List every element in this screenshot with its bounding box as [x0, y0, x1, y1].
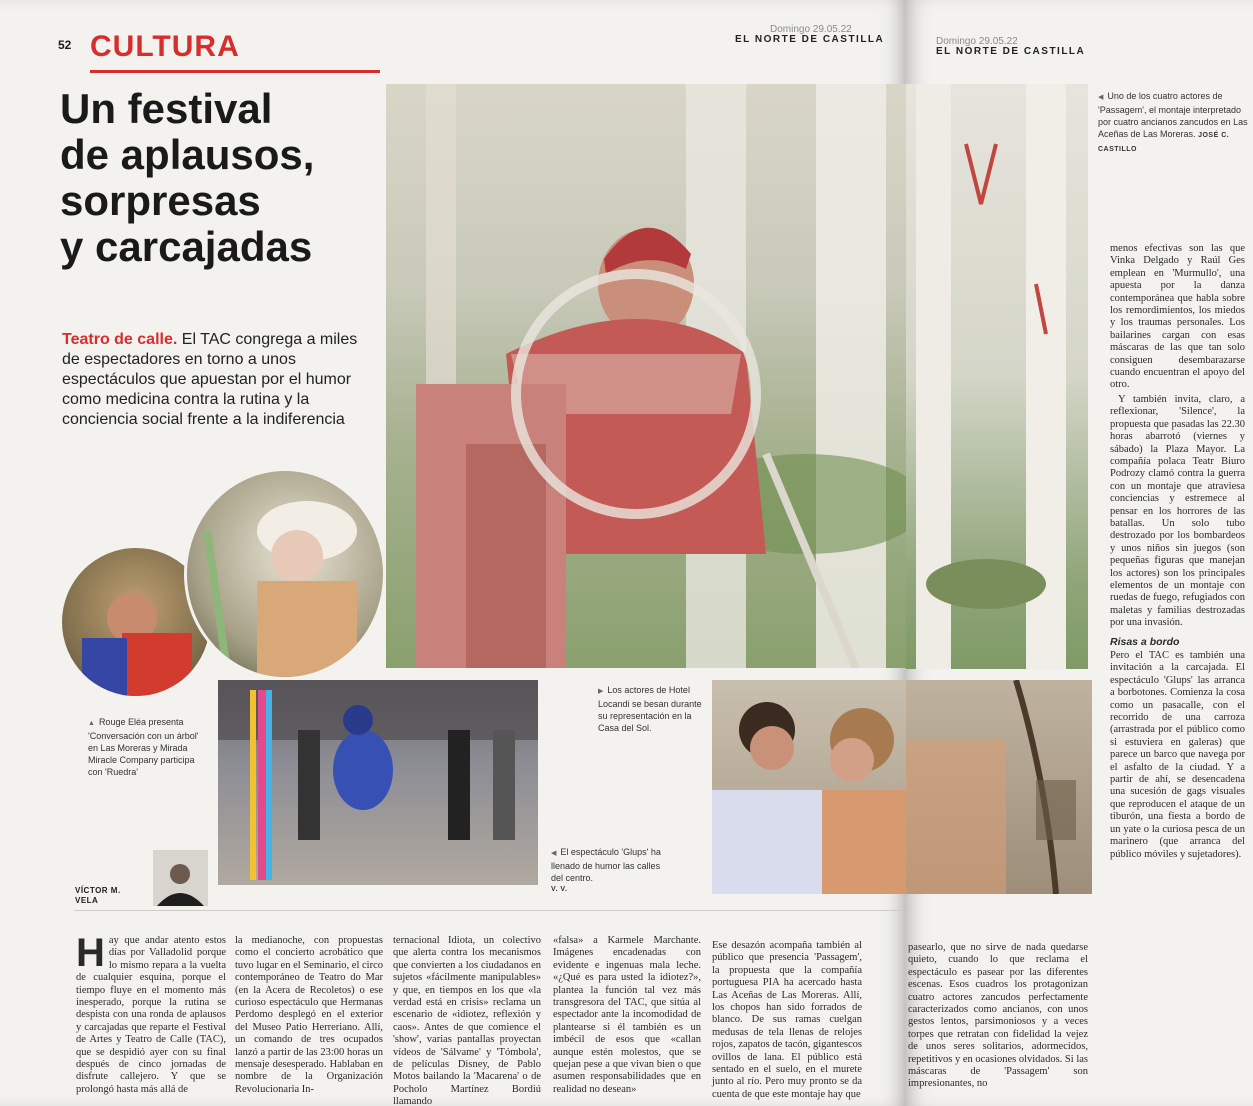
author-image [153, 850, 208, 906]
main-photo [386, 84, 906, 668]
street-performer-image [386, 84, 906, 668]
caption-text: Rouge Eléa presenta 'Conversación con un árbol' en Las Moreras y Mirada Miracle Company participa con 'Ruedra' [88, 717, 199, 777]
parade-image [218, 680, 538, 885]
caption-main [1098, 90, 1248, 156]
body-column-5: Ese desazón acompaña también al público que presencia 'Passagem', la propuesta que la compañía portuguesa PIA ha acercado hasta Las Aceñas de Las Moreras. Allí, los chopos han sido forrados de blanco. De sus ramas cuelgan medusas de tela llenas de relojes rojos, zapatos de tacón, gigantescos ovillos de lana. El público está sentado en el suelo, en el murete junto al río. Pero muy pronto se da cuenta de que este montaje hay que [712, 940, 862, 1100]
author-photo [153, 850, 208, 906]
body-text: Pero el TAC es también una invitación a la carcajada. El espectáculo 'Glups' las arranca a borbotones. Comienza la cosa como un pasacalle, con el recorrido de una carroza (arrastrada por el público como si estuviera en galeras) que parece un barco que navega por el asfalto de la ciudad. Y a partir de ahí, se desencadena una sucesión de gags visuales que reproducen el ataque de un tiburón, una fiesta a bordo de un yate o la curiosa pesca de un marinero (que arranca del público móviles y sujetadores). [1110, 650, 1245, 860]
headline-line: sorpresas [60, 177, 261, 224]
masthead-name: EL NORTE DE CASTILLA [735, 34, 885, 45]
trees-image [906, 84, 1088, 669]
masthead-date: Domingo 29.05.22 [936, 36, 1018, 47]
masthead-date: Domingo 29.05.22 [770, 24, 852, 35]
byline [75, 886, 121, 906]
triangle-icon: ◀ [551, 850, 557, 857]
caption-text: Uno de los cuatro actores de 'Passagem', el montaje interpretado por cuatro ancianos zancudos en Las Aceñas de Las Moreras. [1098, 91, 1248, 139]
masthead-name: EL NORTE DE CASTILLA [936, 46, 1086, 57]
body-text: menos efectivas son las que Vinka Delgado y Raúl Ges emplean en 'Murmullo', una apuesta por la danza contemporánea que habla sobre los remordimientos, los miedos y los traumas personales. Los bailarines cargan con esas máscaras de las que tan solo consiguen desembarazarse cuando encuentran el apoyo del otro. [1110, 243, 1245, 391]
headline [60, 86, 380, 270]
kissing-actors-image [712, 680, 906, 894]
main-photo-continued [906, 84, 1088, 669]
triangle-icon: ◀ [1098, 94, 1104, 101]
subhead-kicker: Teatro de calle. [62, 331, 178, 348]
divider [74, 910, 906, 911]
triangle-icon: ▲ [88, 720, 95, 727]
caption-glups [551, 846, 661, 896]
wrought-iron-image [906, 680, 1092, 894]
body-column-4: «falsa» a Karmele Marchante. Imágenes encadenadas con evidente e ingenuas mala leche. «¿Qué es para usted la idiotez?», plantea la función tal vez más transgresora del TAC, que sitúa al espectador ante la incomodidad de plantearse si él también es un imbécil de esos que «callan aunque estén molestos, que se quejan pese a que vivan bien o que asumen responsabilidades que en realidad no desean» [553, 935, 701, 1095]
body-column-1 [76, 931, 226, 1096]
clown-circle-photo [184, 468, 386, 680]
byline-line: VELA [75, 896, 99, 905]
caption-text: El espectáculo 'Glups' ha llenado de humor las calles del centro. [551, 847, 661, 883]
triangle-icon: ▶ [598, 688, 604, 695]
body-column-2: la medianoche, con propuestas como el concierto acrobático que tuvo lugar en el Seminario, el circo contemporáneo de Teatro do Mar (en la Acera de Recoletos) o ese curioso espectáculo que Hermanas Perdomo desplegó en el exterior del Museo Patio Herreriano. Allí, un comando de tres ocupados lanzó a partir de las 23:00 horas un mensaje desesperado. Hablaban en nombre de la Organización Revolucionaria In- [235, 935, 383, 1095]
caption-rouge [88, 716, 208, 778]
clown-performer-image [187, 471, 383, 677]
subhead [62, 330, 372, 430]
page-number: 52 [58, 38, 72, 52]
body-text: ay que andar atento estos días por Valladolid porque lo mismo repara a la vuelta de cualquier esquina, porque el tiempo fluye en el momento más inesperado, porque la rutina se despista con una ronda de aplausos y carcajadas que reparte el Festival de Artes y Teatro de Calle (TAC), que se despidió ayer con su final después de cinco jornadas de disfrute callejero. Y que se prolongó hasta más allá de [76, 935, 226, 1095]
subhead-text: El TAC congrega a miles de espectadores en torno a unos espectáculos que apuestan por el humor como medicina contra la rutina y la conciencia social frente a la indiferencia [62, 331, 358, 428]
body-text: Y también invita, claro, a reflexionar, 'Silence', la propuesta que pasadas las 22.30 horas abarrotó (viernes y sábado) la Plaza Mayor. La compañía polaca Teatr Biuro Podrozy clamó contra la guerra con un montaje que atraviesa conciencias y estremece al pensar en los horrores de las batallas. Un solo tubo destrozado por los bombardeos y unos niños sin juegos (son pequeñas figuras que manejan los actores) son los principales elementos de un montaje con ruedas de fuego, refugiados con maletas y familias destrozadas por una invasión. [1110, 393, 1245, 629]
inline-subtitle: Risas a bordo [1110, 635, 1180, 648]
headline-line: y carcajadas [60, 223, 313, 270]
hotel-photo [712, 680, 906, 894]
caption-hotel [598, 684, 708, 734]
section-title: CULTURA [90, 30, 240, 63]
drop-cap: H [76, 931, 105, 975]
photo-credit: V. V. [551, 886, 568, 893]
byline-line: VÍCTOR M. [75, 886, 121, 895]
body-column-3: ternacional Idiota, un colectivo que alerta contra los mecanismos que convierten a los ciudadanos en sujetos «fácilmente manipulables» y que, en tiempos en los que «la verdad está en crisis» reclama un escenario de «idiotez, reflexión y caos». Antes de que comience el 'show', varias pantallas proyectan vídeos de 'Sálvame' y 'Tómbola', de películas Disney, de Pablo Motos bailando la 'Macarena' o de Pocholo Martínez Bordiú llamando [393, 935, 541, 1106]
headline-line: Un festival [60, 85, 273, 132]
photo-credit: JOSÉ C. CASTILLO [1098, 132, 1230, 153]
glups-photo [218, 680, 538, 885]
caption-text: Los actores de Hotel Locandi se besan durante su representación en la Casa del Sol. [598, 685, 702, 733]
section-rule [90, 70, 380, 73]
right-body-column [1110, 243, 1245, 861]
hotel-photo-continued [906, 680, 1092, 894]
body-column-6: pasearlo, que no sirve de nada quedarse quieto, cuando lo que reclama el espectáculo es pasear por las diferentes escenas. Esos cuadros los protagonizan cuatro actores zancudos perfectamente caracterizados como ancianos, con unos gestos lentos, parsimoniosos y a veces torpes que retratan con fidelidad la vejez de unos seres solitarios, adormecidos, repetitivos y en ocasiones olvidados. Si las máscaras de 'Passagem' son impresionantes, no [908, 942, 1088, 1090]
headline-line: de aplausos, [60, 131, 315, 178]
